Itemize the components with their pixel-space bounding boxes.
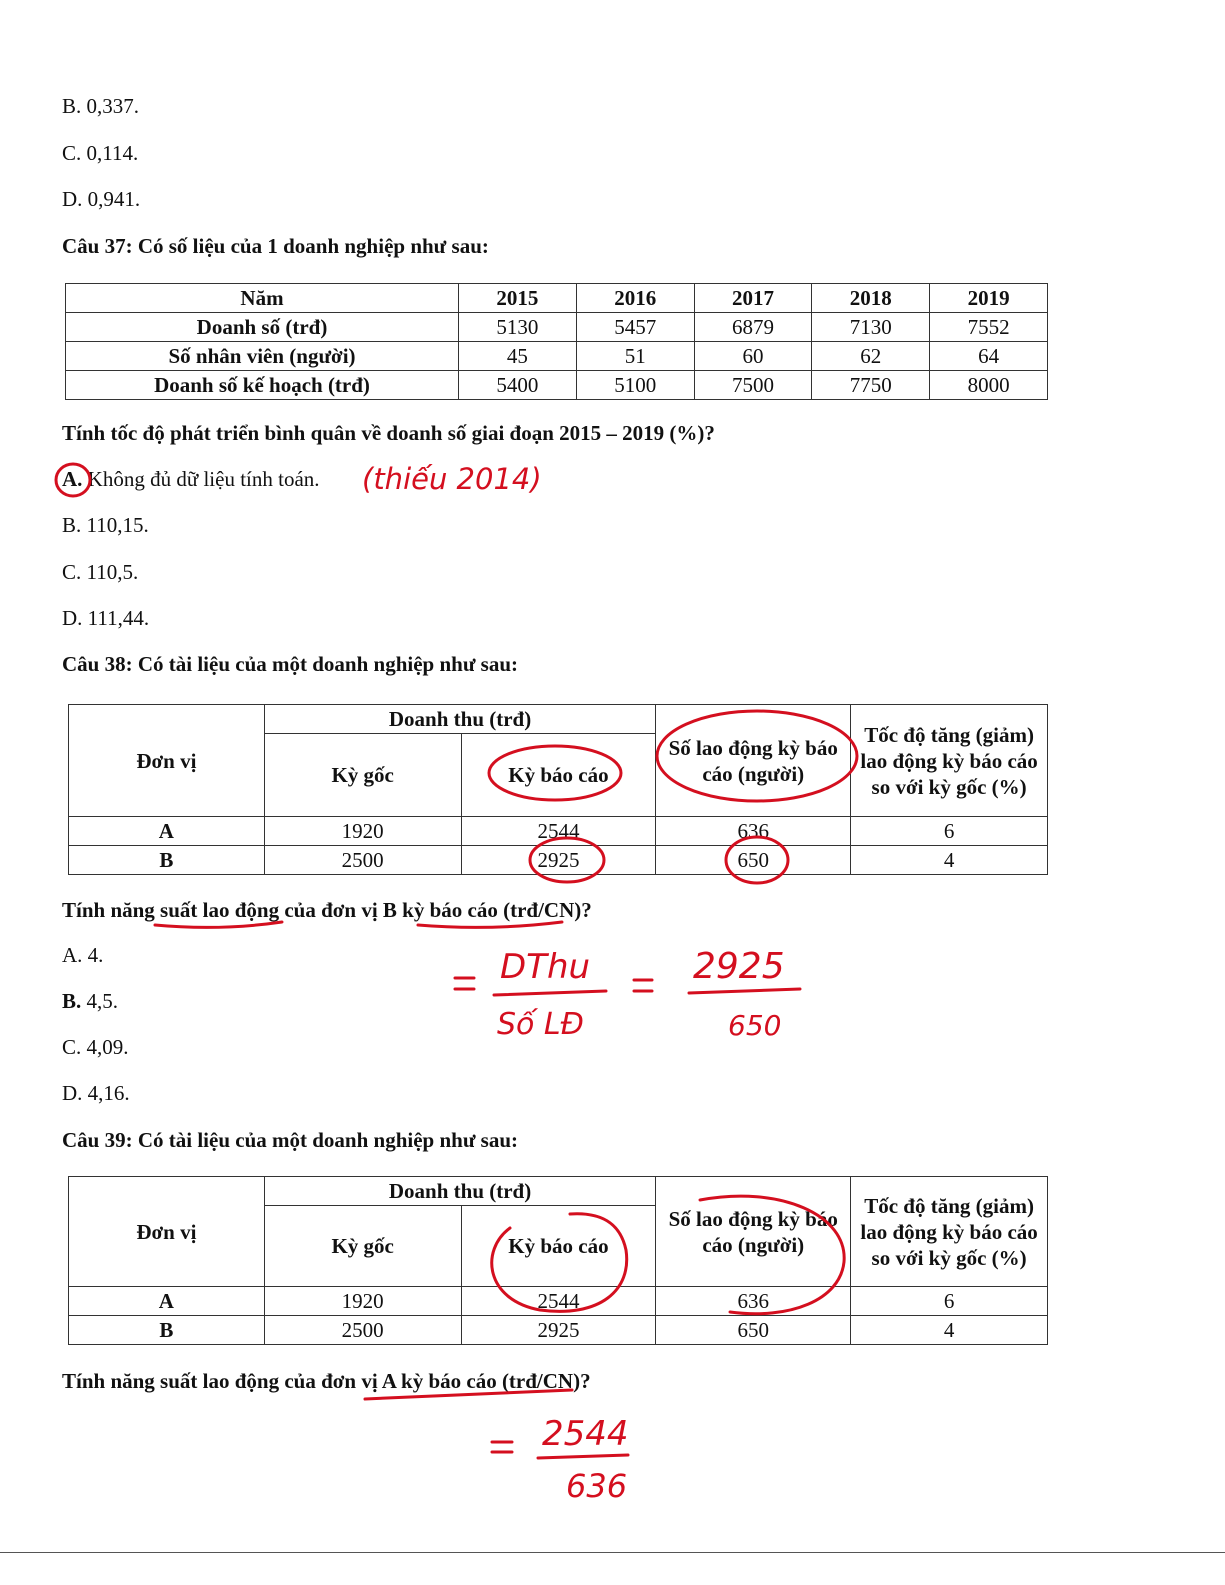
fraction-bar-icon (689, 989, 800, 993)
work-numerator-value: 2544 (542, 1414, 629, 1454)
table-cell: A (69, 1287, 265, 1316)
table-cell: Doanh thu (trđ) (264, 1177, 656, 1206)
option-text: 4. (87, 943, 104, 967)
q37-option-b (62, 513, 149, 538)
option-key: B. (62, 513, 82, 537)
q39-title: Câu 39: Có tài liệu của một doanh nghiệp như sau: (62, 1128, 519, 1152)
q39-table (68, 1176, 1048, 1345)
option-text: 4,16. (87, 1081, 130, 1105)
work-numerator: DThu (500, 947, 591, 987)
q37-question: Tính tốc độ phát triển bình quân về doanh số giai đoạn 2015 – 2019 (%)? (62, 421, 715, 445)
equals-icon (492, 1442, 512, 1452)
table-cell: 4 (851, 1316, 1048, 1345)
equals-icon (634, 980, 652, 991)
table-cell: 2500 (264, 1316, 461, 1345)
table-cell: 2500 (264, 846, 461, 875)
option-key: D. (62, 1081, 83, 1105)
option-text: Không đủ dữ liệu tính toán. (87, 467, 320, 491)
option-text: 111,44. (87, 606, 150, 630)
table-cell: A (69, 817, 265, 846)
table-row (66, 313, 1048, 342)
table-cell: Kỳ báo cáo (461, 1206, 656, 1287)
table-row (69, 817, 1048, 846)
equals-icon (455, 978, 474, 989)
table-cell: 2017 (694, 284, 812, 313)
table-cell: Doanh thu (trđ) (264, 705, 656, 734)
option-key: C. (62, 1035, 82, 1059)
table-cell: 7552 (930, 313, 1048, 342)
table-cell: B (69, 1316, 265, 1345)
q38-title: Câu 38: Có tài liệu của một doanh nghiệp như sau: (62, 652, 519, 676)
option-text: 110,15. (86, 513, 149, 537)
table-cell: 636 (656, 1287, 851, 1316)
q38-question: Tính năng suất lao động của đơn vị B kỳ báo cáo (trđ/CN)? (62, 898, 592, 922)
table-cell: 7750 (812, 371, 930, 400)
q38-table (68, 704, 1048, 875)
table-cell: 60 (694, 342, 812, 371)
table-cell: 5100 (576, 371, 694, 400)
q39-question: Tính năng suất lao động của đơn vị A kỳ báo cáo (trđ/CN)? (62, 1369, 591, 1393)
option-key: B. (62, 989, 82, 1013)
table-cell: 2544 (461, 1287, 656, 1316)
table-cell: B (69, 846, 265, 875)
table-cell: 2925 (461, 846, 656, 875)
fraction-bar-icon (494, 991, 606, 995)
table-cell: 1920 (264, 1287, 461, 1316)
table-cell: Đơn vị (69, 705, 265, 817)
table-cell: 2019 (930, 284, 1048, 313)
table-cell: Tốc độ tăng (giảm) lao động kỳ báo cáo so với kỳ gốc (%) (851, 705, 1048, 817)
option-key: A. (62, 467, 83, 491)
table-row (66, 284, 1048, 313)
table-row (69, 705, 1048, 734)
table-cell: 1920 (264, 817, 461, 846)
table-row (69, 1287, 1048, 1316)
table-cell: 45 (459, 342, 577, 371)
prev-option-d: D. 0,941. (62, 187, 141, 211)
table-cell: 2015 (459, 284, 577, 313)
table-cell: 2016 (576, 284, 694, 313)
option-text: 4,5. (86, 989, 119, 1013)
table-row (69, 846, 1048, 875)
q37-table (65, 283, 1048, 400)
option-key: D. (62, 606, 83, 630)
table-cell: Tốc độ tăng (giảm) lao động kỳ báo cáo so với kỳ gốc (%) (851, 1177, 1048, 1287)
table-cell: 6 (851, 817, 1048, 846)
q37-option-c (62, 560, 138, 585)
table-cell: Doanh số (trđ) (66, 313, 459, 342)
q38-option-d (62, 1081, 130, 1106)
table-cell: Số lao động kỳ báo cáo (người) (656, 1177, 851, 1287)
table-cell: 6 (851, 1287, 1048, 1316)
fraction-bar-icon (538, 1455, 628, 1458)
table-cell: 5400 (459, 371, 577, 400)
table-cell: Doanh số kế hoạch (trđ) (66, 371, 459, 400)
table-cell: 2018 (812, 284, 930, 313)
option-key: A. (62, 943, 83, 967)
table-cell: 7130 (812, 313, 930, 342)
table-cell: 64 (930, 342, 1048, 371)
table-cell: Đơn vị (69, 1177, 265, 1287)
table-cell: 4 (851, 846, 1048, 875)
table-row (69, 1316, 1048, 1345)
page-footer-rule (0, 1552, 1225, 1553)
q38-option-c (62, 1035, 129, 1060)
option-text: 4,09. (86, 1035, 129, 1059)
q37-option-d (62, 606, 149, 631)
table-cell: 2544 (461, 817, 656, 846)
prev-option-b: B. 0,337. (62, 94, 140, 118)
table-row (66, 371, 1048, 400)
table-cell: Kỳ gốc (264, 734, 461, 817)
table-cell: 8000 (930, 371, 1048, 400)
table-cell: 7500 (694, 371, 812, 400)
table-cell: Số lao động kỳ báo cáo (người) (656, 705, 851, 817)
q37-title: Câu 37: Có số liệu của 1 doanh nghiệp như sau: (62, 234, 489, 258)
table-cell: 5130 (459, 313, 577, 342)
table-cell: 62 (812, 342, 930, 371)
q38-option-b (62, 989, 118, 1014)
table-cell: Kỳ gốc (264, 1206, 461, 1287)
table-row (69, 1177, 1048, 1206)
work-denominator-value: 650 (728, 1009, 782, 1042)
table-cell: 5457 (576, 313, 694, 342)
q37-option-a (62, 467, 320, 492)
q37-handwritten-note: (thiếu 2014) (362, 462, 542, 496)
table-cell: Năm (66, 284, 459, 313)
work-denominator: Số LĐ (497, 1007, 584, 1042)
table-cell: 51 (576, 342, 694, 371)
option-key: C. (62, 560, 82, 584)
table-cell: 636 (656, 817, 851, 846)
table-cell: 6879 (694, 313, 812, 342)
work-numerator-value: 2925 (693, 946, 785, 987)
table-cell: Kỳ báo cáo (461, 734, 656, 817)
table-cell: 650 (656, 1316, 851, 1345)
prev-option-c: C. 0,114. (62, 141, 139, 165)
table-cell: 650 (656, 846, 851, 875)
q38-option-a (62, 943, 103, 968)
table-row (66, 342, 1048, 371)
table-cell: Số nhân viên (người) (66, 342, 459, 371)
work-denominator-value: 636 (566, 1467, 628, 1505)
table-cell: 2925 (461, 1316, 656, 1345)
option-text: 110,5. (86, 560, 139, 584)
